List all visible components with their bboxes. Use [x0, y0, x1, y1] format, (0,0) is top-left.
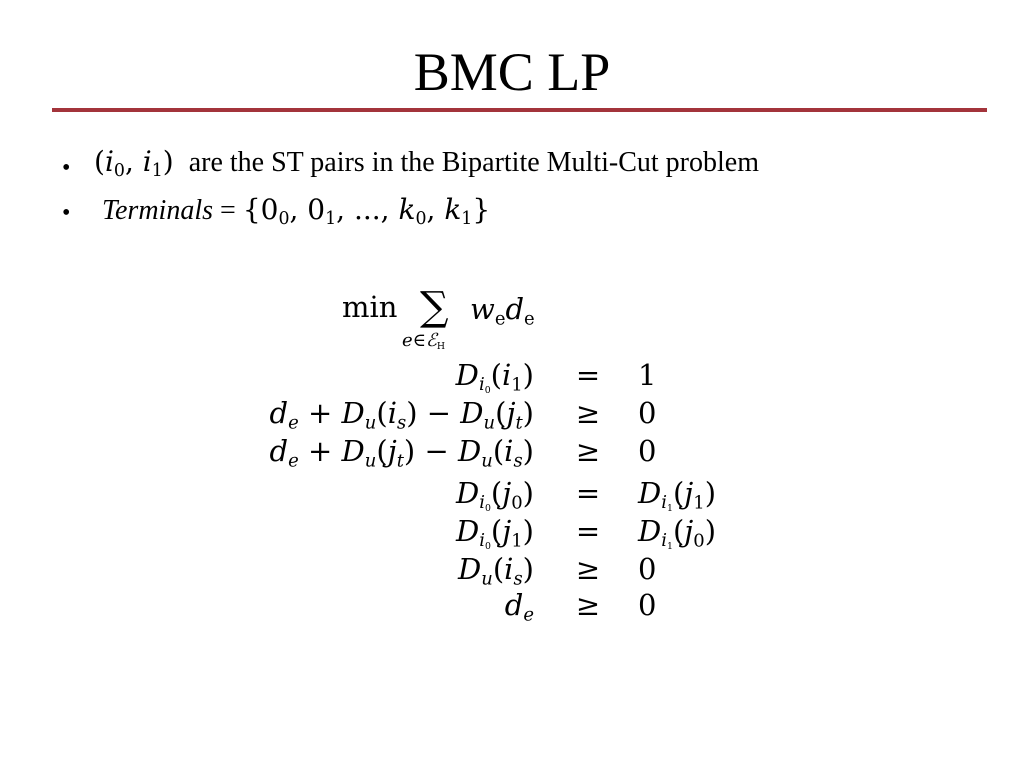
constraint-relation: ≥	[575, 434, 601, 468]
constraint-rhs: $D_{i_1}(j_1)$	[638, 476, 717, 515]
constraint-row	[230, 588, 770, 626]
terminals-equals: =	[220, 195, 236, 226]
constraint-row	[230, 476, 770, 514]
sum-subscript: e∈ℰ$_H$	[402, 330, 446, 352]
constraint-row	[230, 514, 770, 552]
constraint-relation: ≥	[575, 588, 601, 622]
constraint-lhs: $D_{i_0}(j_0)$	[455, 476, 534, 515]
bullet-marker: •	[62, 155, 71, 181]
constraint-rhs: 0	[638, 588, 657, 622]
bullet-terminals	[102, 193, 491, 230]
objective-expression: $w_ed_e$	[470, 292, 535, 330]
constraint-row	[230, 358, 770, 396]
constraint-row	[230, 396, 770, 434]
st-pair-math: ($i_0$, $i_1$)	[94, 145, 174, 182]
terminals-label: Terminals	[102, 195, 214, 226]
constraint-relation: =	[575, 358, 601, 392]
slide-title: BMC LP	[413, 42, 611, 102]
constraint-lhs: $D_u(i_s)$	[457, 552, 534, 590]
constraint-lhs: $d_e$	[504, 588, 534, 626]
constraint-lhs: $D_{i_0}(j_1)$	[455, 514, 534, 553]
constraint-relation: =	[575, 514, 601, 548]
title-divider	[52, 108, 987, 112]
sum-symbol: ∑	[420, 284, 449, 330]
lp-formulation	[230, 284, 770, 630]
st-pairs-text: are the ST pairs in the Bipartite Multi-Cut problem	[188, 147, 759, 178]
constraint-relation: =	[575, 476, 601, 510]
constraint-lhs: $d_e + D_u(j_t) - D_u(i_s)$	[269, 434, 534, 472]
objective-min: min	[342, 290, 398, 324]
constraint-rhs: $D_{i_1}(j_0)$	[638, 514, 717, 553]
constraint-lhs: $D_{i_0}(i_1)$	[455, 358, 534, 397]
constraint-rhs: 0	[638, 434, 657, 468]
constraint-row	[230, 434, 770, 472]
constraint-rhs: 1	[638, 358, 657, 392]
constraint-rhs: 0	[638, 396, 657, 430]
bullet-st-pairs	[94, 145, 759, 182]
constraint-relation: ≥	[575, 552, 601, 586]
constraint-relation: ≥	[575, 396, 601, 430]
constraint-row	[230, 552, 770, 590]
constraint-rhs: 0	[638, 552, 657, 586]
constraint-lhs: $d_e + D_u(i_s) - D_u(j_t)$	[269, 396, 534, 434]
terminals-set: {$0_0$, $0_1$, ..., $k_0$, $k_1$}	[242, 193, 491, 230]
bullet-marker: •	[62, 200, 71, 226]
